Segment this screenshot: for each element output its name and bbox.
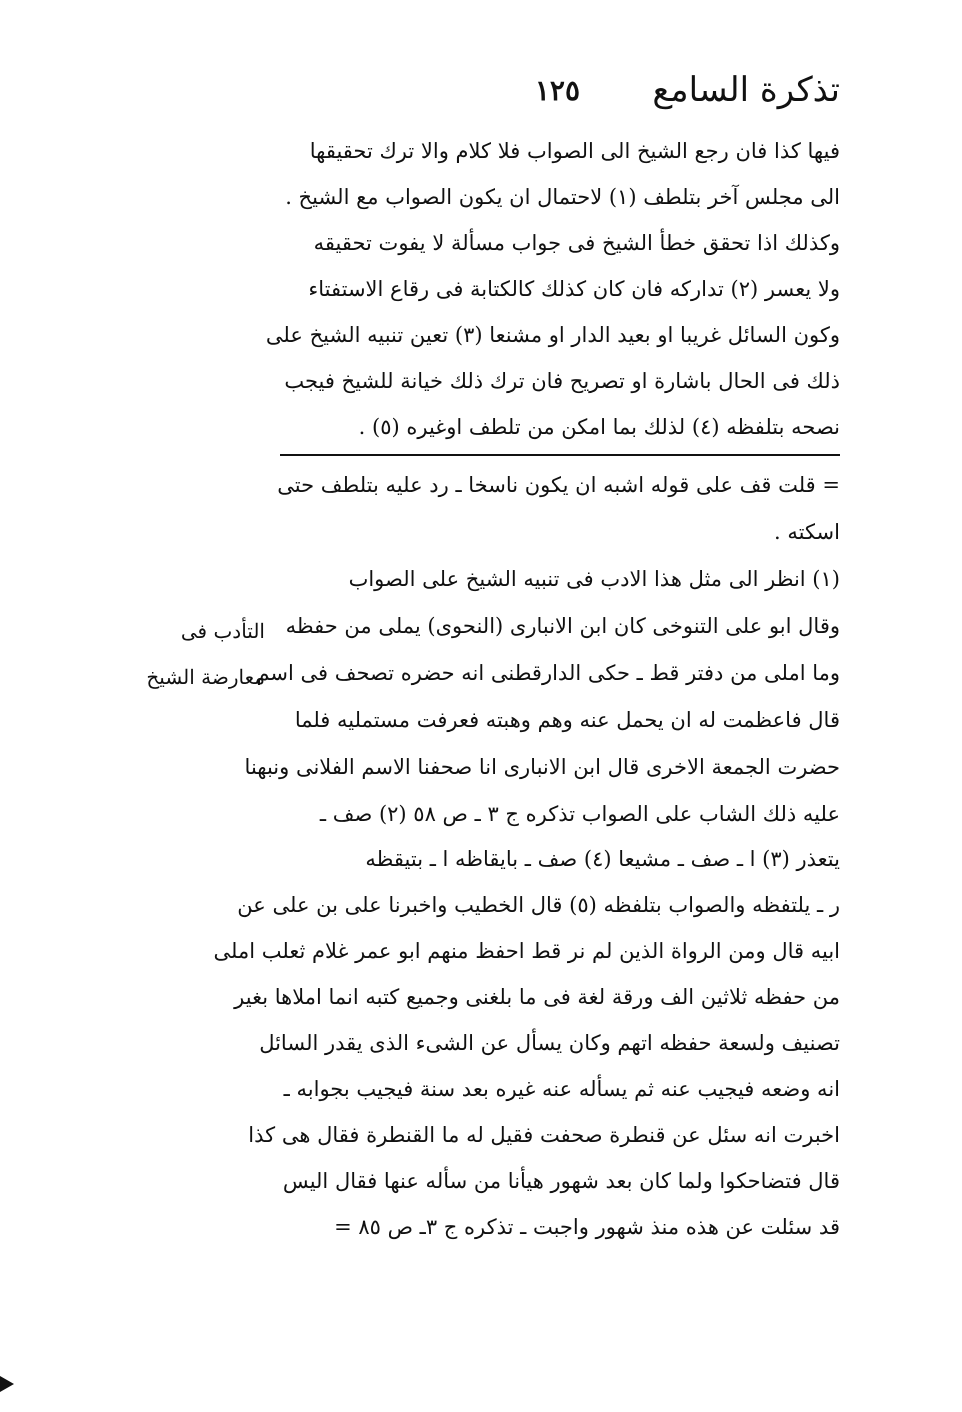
page-header — [280, 70, 840, 120]
footnote-line: قد سئلت عن هذه منذ شهور واجبت ـ تذكره ج ٣ـ ص ٨٥ = — [334, 1215, 840, 1239]
main-line: فيها كذا فان رجع الشيخ الى الصواب فلا كلام والا ترك تحقيقها — [309, 139, 840, 163]
main-text — [265, 128, 840, 450]
footnote-line: من حفظه ثلاثين الف ورقة لغة فى ما بلغنى وجميع كتبه انما املاها بغير — [234, 985, 840, 1009]
main-line: وكذلك اذا تحقق خطأ الشيخ فى جواب مسألة لا يفوت تحقيقه — [313, 231, 840, 255]
main-line: نصحه بتلفظه (٤) لذلك بما امكن من تلطف اوغيره (٥) . — [358, 415, 840, 439]
footnotes-continued — [213, 836, 840, 1250]
margin-note-line: معارضة الشيخ — [146, 665, 265, 689]
main-line: وكون السائل غريبا او بعيد الدار او مشنعا (٣) تعين تنبيه الشيخ على — [265, 323, 840, 347]
footnote-line: قال فتضاحكوا ولما كان بعد شهور هيأنا من سأله عنها فقال اليس — [282, 1169, 840, 1193]
footnote-line: يتعذر (٣) ا ـ صف ـ مشيعا (٤) صف ـ بايقاظه ا ـ بتيقظه — [365, 847, 840, 871]
main-line: الى مجلس آخر بتلطف (١) لاحتمال ان يكون الصواب مع الشيخ . — [285, 185, 840, 209]
footnote-line: = قلت قف على قوله اشبه ان يكون ناسخا ـ رد عليه بتلطف حتى — [277, 473, 840, 497]
footnotes — [244, 462, 840, 838]
footnote-line: وقال ابو على التنوخى كان ابن الانبارى (النحوى) يملى من حفظه — [285, 614, 840, 638]
margin-note — [145, 608, 265, 700]
footnote-line: تصنيف ولسعة حفظه اتهم وكان يسأل عن الشىء الذى يقدر السائل — [259, 1031, 840, 1055]
footnote-line: انه وضعه فيجيب عنه ثم يسأله عنه غيره بعد سنة فيجيب بجوابه ـ — [283, 1077, 840, 1101]
footnote-line: اخبرت انه سئل عن قنطرة صحفت فقيل له ما القنطرة فقال هى كذا — [248, 1123, 840, 1147]
running-title: تذكرة السامع — [652, 70, 840, 110]
footnote-line: قال فاعظمت له ان يحمل عنه وهم وهبته فعرفت مستمليه فلما — [294, 708, 840, 732]
corner-mark — [0, 1376, 14, 1392]
footnote-line: ر ـ يلتفظه والصواب بتلفظه (٥) قال الخطيب واخبرنا على بن على عن — [237, 893, 840, 917]
footnote-separator — [280, 454, 840, 456]
footnote-line: اسكته . — [774, 520, 840, 544]
margin-note-line: التأدب فى — [180, 619, 265, 643]
footnote-line: (١) انظر الى مثل هذا الادب فى تنبيه الشيخ على الصواب — [348, 567, 840, 591]
main-line: ذلك فى الحال باشارة او تصريح فان ترك ذلك خيانة للشيخ فيجب — [284, 369, 840, 393]
page-number: ١٢٥ — [534, 74, 580, 107]
footnote-line: وما املى من دفتر قط ـ حكى الدارقطنى انه حضره تصحف فى اسم — [256, 661, 840, 685]
footnote-line: حضرت الجمعة الاخرى قال ابن الانبارى انا صحفنا الاسم الفلانى ونبهنا — [244, 755, 840, 779]
main-line: ولا يعسر (٢) تداركه فان كان كذلك كالكتابة فى رقاع الاستفتاء — [308, 277, 840, 301]
footnote-line: عليه ذلك الشاب على الصواب تذكره ج ٣ ـ ص ٥٨ (٢) صف ـ — [319, 802, 840, 826]
footnote-line: ابيه قال ومن الرواة الذين لم نر قط احفظ منهم ابو عمر غلام ثعلب املى — [213, 939, 840, 963]
